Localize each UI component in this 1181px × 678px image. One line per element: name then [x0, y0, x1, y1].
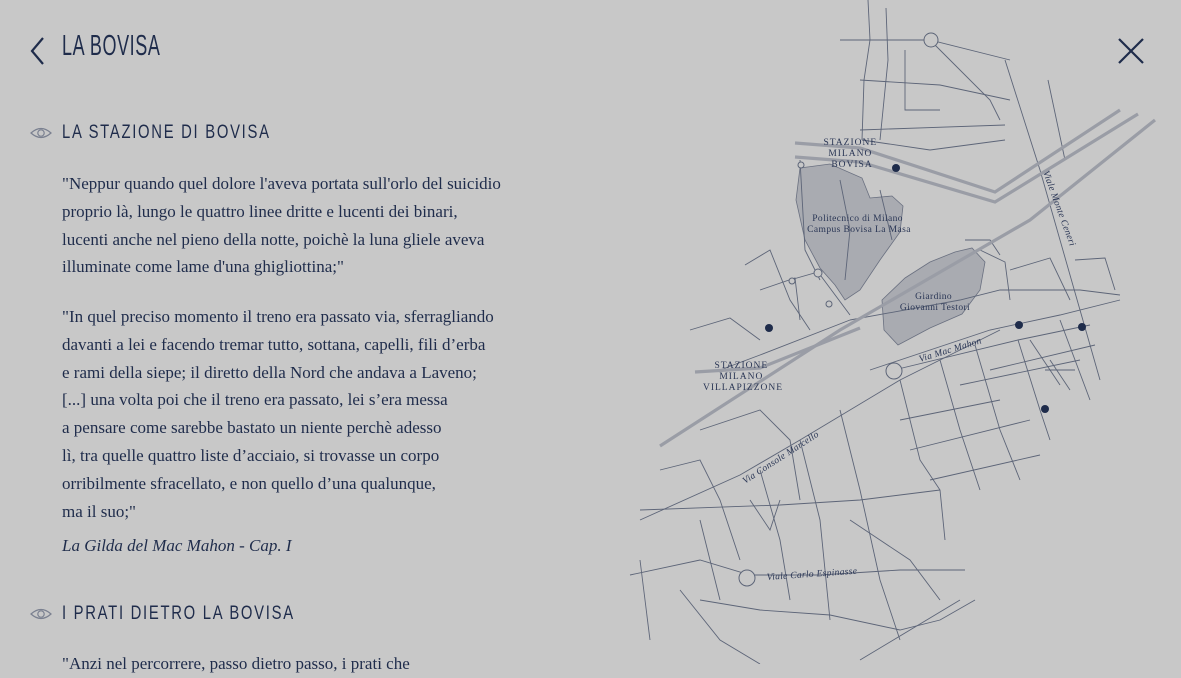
section-title: LA STAZIONE DI BOVISA	[62, 122, 271, 143]
quote-line: davanti a lei e facendo tremar tutto, sottana, capelli, fili d’erba	[62, 334, 486, 354]
quote-line: lì, tra quelle quattro liste d’acciaio, si trovasse un corpo	[62, 445, 440, 465]
quote-line: illuminate come lame d'una ghigliottina;"	[62, 257, 344, 277]
quote-line: lucenti anche nel pieno della notte, poichè la luna gliele aveva	[62, 229, 485, 249]
quote-line: "In quel preciso momento il treno era passato via, sferragliando	[62, 307, 494, 326]
quote-line: proprio là, lungo le quattro linee dritte e lucenti dei binari,	[62, 201, 458, 221]
section-title: I PRATI DIETRO LA BOVISA	[62, 603, 295, 624]
quote-line: e rami della siepe; il diretto della Nord che andava a Laveno;	[62, 362, 477, 382]
eye-icon	[30, 607, 52, 621]
location-marker[interactable]	[1015, 321, 1023, 329]
label-giardino: Giardino Giovanni Testori	[899, 292, 971, 313]
quote-paragraph	[62, 170, 582, 281]
label-via-console-marcello: Via Console Marcello	[741, 429, 822, 487]
quote-paragraph	[62, 303, 582, 525]
label-viale-monte-ceneri: Viale Monte Ceneri	[1040, 169, 1077, 248]
label-via-mac-mahon: Via Mac Mahon	[917, 336, 983, 365]
label-viale-carlo-espinasse: Viale Carlo Espinasse	[766, 566, 858, 583]
district-map[interactable]	[620, 0, 1181, 664]
quote-line: a pensare come sarebbe bastato un niente perchè adesso	[62, 418, 442, 438]
section-header-stazione[interactable]	[30, 121, 330, 145]
location-marker[interactable]	[1078, 323, 1086, 331]
location-marker[interactable]	[1041, 405, 1049, 413]
citation: La Gilda del Mac Mahon - Cap. I	[62, 536, 292, 555]
label-stazione-bovisa: STAZIONE MILANO BOVISA	[823, 138, 878, 170]
label-politecnico: Politecnico di Milano Campus Bovisa La Masa	[807, 214, 911, 235]
back-arrow-icon[interactable]	[28, 34, 50, 68]
quote-line: orribilmente sfracellato, e non quello d’una qualunque,	[62, 473, 436, 493]
label-stazione-villapizzone: STAZIONE MILANO VILLAPIZZONE	[702, 361, 784, 393]
quote-line: ma il suo;"	[62, 501, 136, 521]
quote-line: "Neppur quando quel dolore l'aveva portata sull'orlo del suicidio	[62, 174, 501, 193]
quote-line: [...] una volta poi che il treno era passato, lei s’era messa	[62, 390, 448, 410]
quote-line: "Anzi nel percorrere, passo dietro passo, i prati che	[62, 654, 410, 673]
page-title: LA BOVISA	[62, 30, 161, 62]
map-streets	[630, 0, 1120, 664]
location-marker[interactable]	[892, 164, 900, 172]
section-header-prati[interactable]	[30, 602, 360, 626]
eye-icon	[30, 126, 52, 140]
location-marker[interactable]	[765, 324, 773, 332]
